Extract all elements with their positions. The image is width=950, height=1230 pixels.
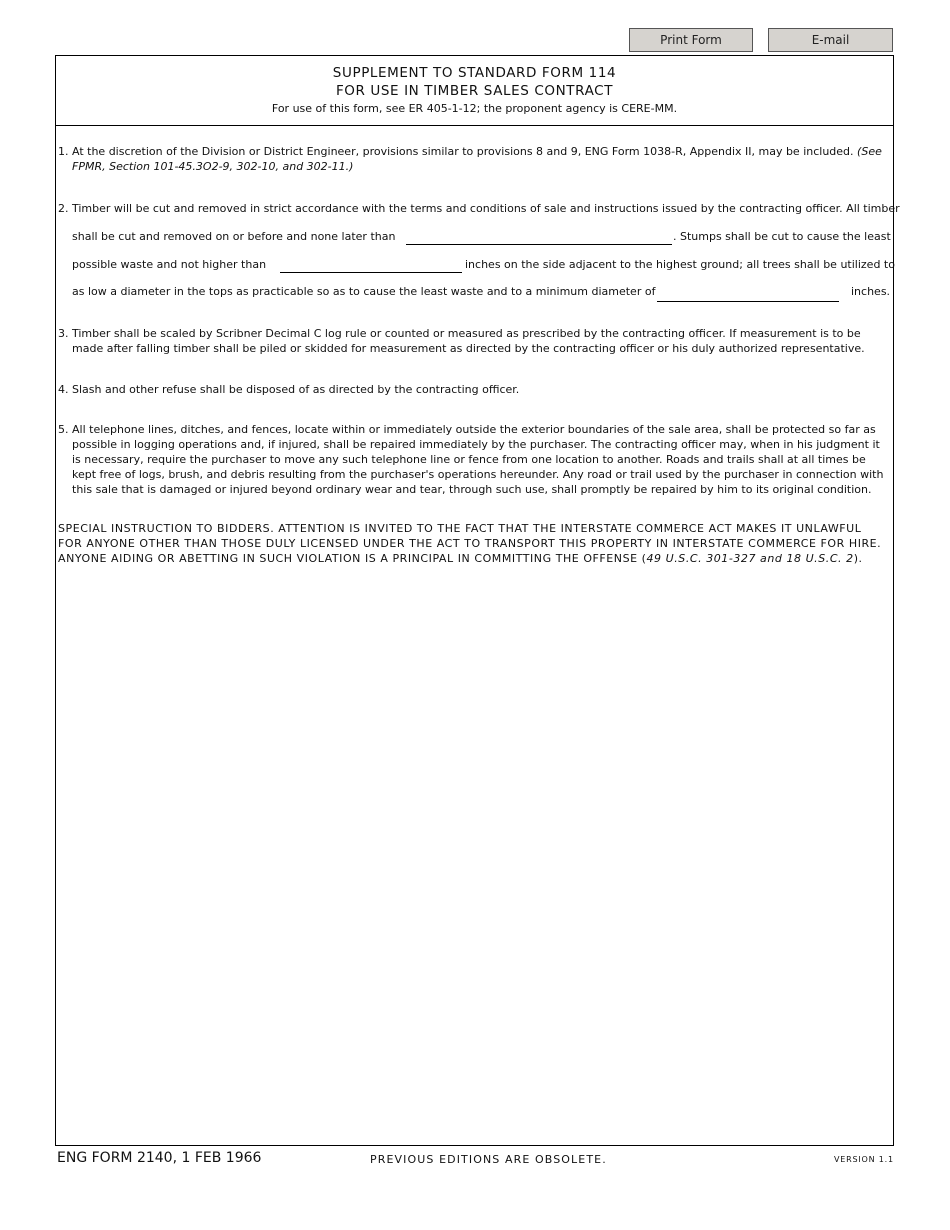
provision-2-number: 2.: [58, 202, 69, 215]
provision-2-line1: Timber will be cut and removed in strict accordance with the terms and conditions of sale and instructions issued by the contracting officer. All timber: [72, 202, 900, 215]
provision-3-number: 3.: [58, 327, 69, 340]
provision-5-text: All telephone lines, ditches, and fences, locate within or immediately outside the exterior boundaries of the sale area, shall be protected so far as possible in logging operations and, if injured, shall be repaired immediately by the purchaser. The contracting officer may, when in his judgment it is necessary, require the purchaser to move any such telephone line or fence from one location to another. Roads and trails shall at all times be kept free of logs, brush, and debris resulting from the purchaser's operations hereunder. Any road or trail used by the purchaser in connection with this sale that is damaged or injured beyond ordinary wear and tear, through such use, shall promptly be repaired by him to its original condition.: [72, 423, 884, 496]
provision-4: [58, 382, 891, 397]
provision-2-line2-start: shall be cut and removed on or before and none later than: [72, 230, 396, 243]
provision-1-number: 1.: [58, 145, 69, 158]
cut-date-field[interactable]: [406, 229, 672, 245]
form-frame: [55, 55, 900, 1146]
form-header: [56, 56, 893, 126]
provision-1-text: At the discretion of the Division or District Engineer, provisions similar to provisions 8 and 9, ENG Form 1038-R, Appendix II, may be included.: [72, 145, 854, 158]
provision-4-text: Slash and other refuse shall be disposed of as directed by the contracting officer.: [72, 383, 520, 396]
stump-height-field[interactable]: [280, 257, 462, 273]
provision-2: [58, 201, 900, 311]
minimum-diameter-field[interactable]: [657, 286, 839, 302]
special-instruction-citation: 49 U.S.C. 301-327 and 18 U.S.C. 2: [646, 552, 854, 565]
version-label: VERSION 1.1: [834, 1155, 894, 1164]
print-form-button[interactable]: Print Form: [629, 28, 753, 52]
provision-4-number: 4.: [58, 383, 69, 396]
form-title-line2: FOR USE IN TIMBER SALES CONTRACT: [335, 83, 614, 99]
provision-2-line4-start: as low a diameter in the tops as practicable so as to cause the least waste and to a minimum diameter of: [72, 285, 656, 298]
provision-1: [58, 144, 891, 174]
special-instruction-end: ).: [853, 552, 863, 565]
provision-5-number: 5.: [58, 423, 69, 436]
obsolete-notice: PREVIOUS EDITIONS ARE OBSOLETE.: [370, 1153, 607, 1166]
provision-2-line4-end: inches.: [851, 285, 891, 298]
provision-2-line3-end: inches on the side adjacent to the highest ground; all trees shall be utilized to: [465, 258, 895, 271]
provision-3: [58, 326, 891, 356]
form-identifier: ENG FORM 2140, 1 FEB 1966: [57, 1150, 262, 1166]
provision-1-citation: (See FPMR, Section 101-45.3O2-9, 302-10, and 302-11.): [72, 145, 882, 173]
email-button[interactable]: E-mail: [768, 28, 893, 52]
provision-5: [58, 422, 891, 497]
provision-3-text: Timber shall be scaled by Scribner Decimal C log rule or counted or measured as prescribed by the contracting officer. If measurement is to be made after falling timber shall be piled or skidded for measurement as directed by the contracting officer or his duly authorized representative.: [72, 327, 865, 355]
provision-2-line2-end: . Stumps shall be cut to cause the least: [673, 230, 891, 243]
form-title-line1: SUPPLEMENT TO STANDARD FORM 114: [332, 65, 617, 81]
form-subtitle: For use of this form, see ER 405-1-12; the proponent agency is CERE-MM.: [271, 102, 678, 115]
special-instruction-text: SPECIAL INSTRUCTION TO BIDDERS. ATTENTION IS INVITED TO THE FACT THAT THE INTERSTATE COMMERCE ACT MAKES IT UNLAWFUL FOR ANYONE OTHER THAN THOSE DULY LICENSED UNDER THE ACT TO TRANSPORT THIS PROPERTY IN INTERSTATE COMMERCE FOR HIRE. ANYONE AIDING OR ABETTING IN SUCH VIOLATION IS A PRINCIPAL IN COMMITTING THE OFFENSE (: [58, 522, 882, 565]
special-instruction: [58, 521, 888, 566]
provision-2-line3-start: possible waste and not higher than: [72, 258, 267, 271]
